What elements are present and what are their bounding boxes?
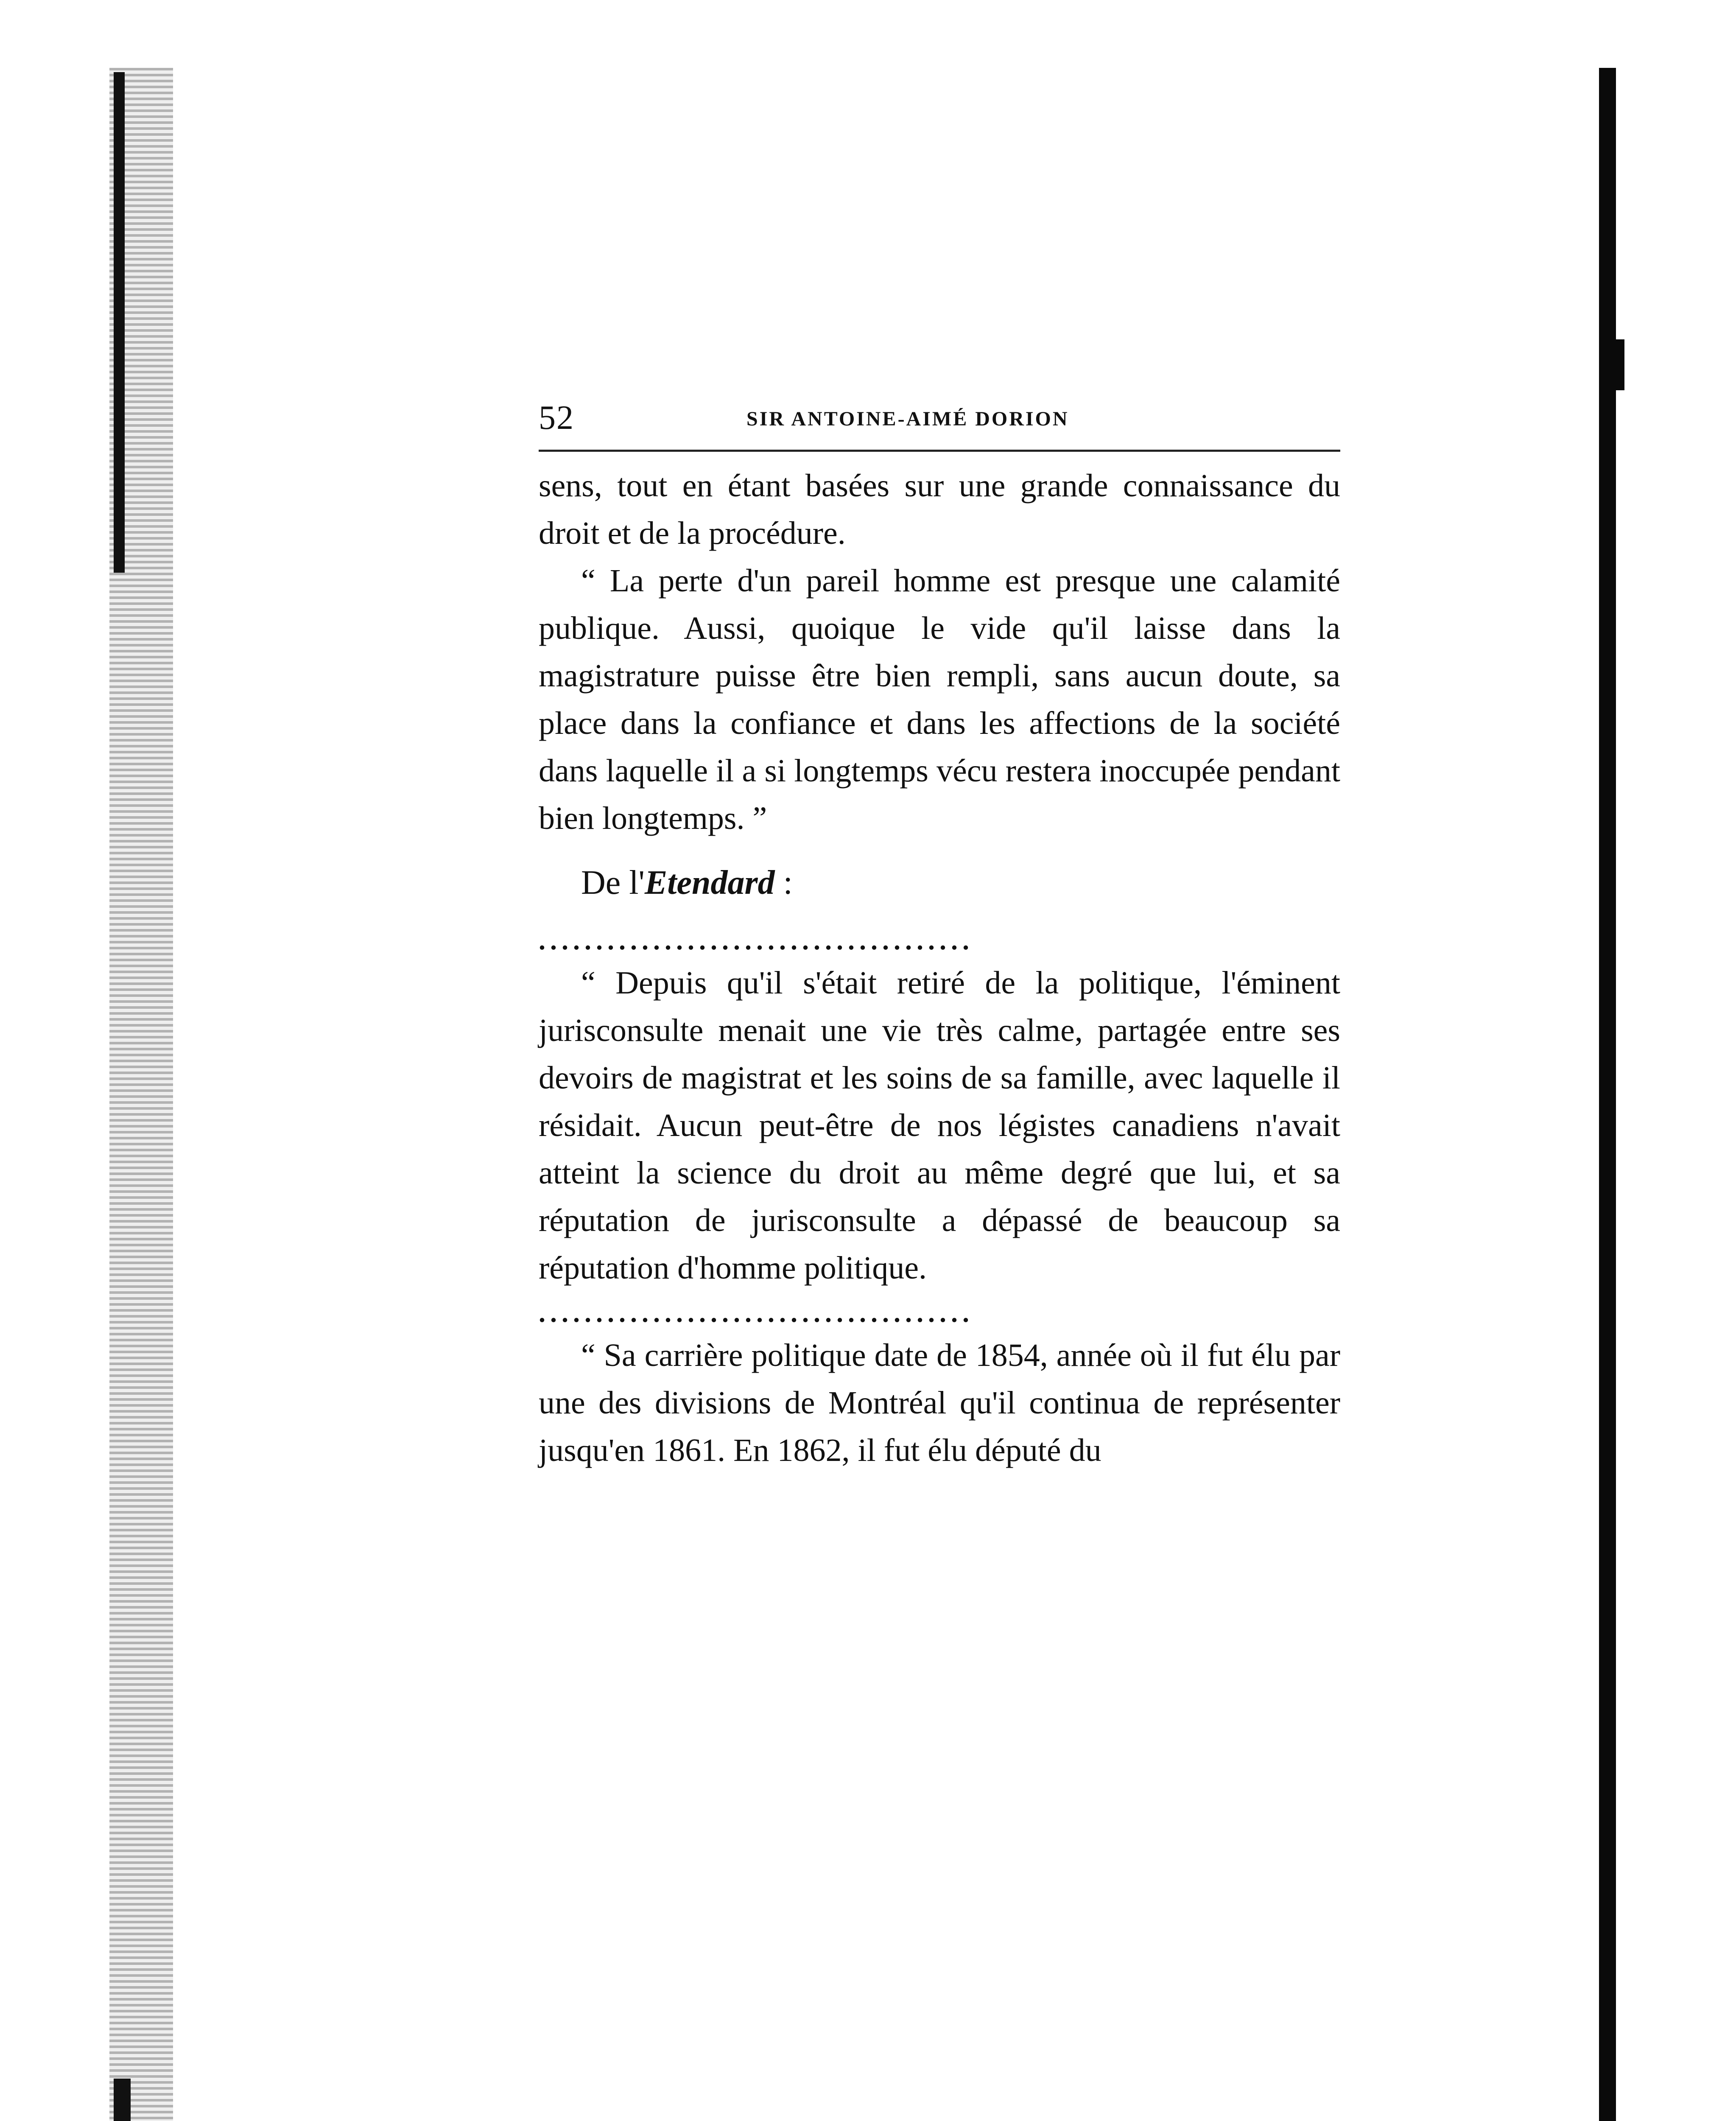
quote-paragraph: “ Sa carrière politique date de 1854, année où il fut élu par une des divisions de Montréal qu'il continua de représenter jusqu'en 1861. En 1862, il fut élu député du [539,1338,1340,1468]
source-name: Etendard [644,864,775,901]
scan-edge-left-top [114,72,125,573]
ellipsis-separator: ...................................... [539,925,974,955]
paragraph-continuation: sens, tout en étant basées sur une grande connaissance du droit et de la procédure. [539,468,1340,551]
header-rule [539,450,1340,452]
source-heading [581,859,1340,907]
scan-edge-right-mark [1612,339,1624,390]
page-number: 52 [539,399,574,437]
source-prefix: De l' [581,864,645,901]
ellipsis-separator: ...................................... [539,1298,974,1328]
paragraph-quote: “ La perte d'un pareil homme est presque une calamité publique. Aussi, quoique le vide qu'il laisse dans la magistrature puisse être bien rempli, sans aucun doute, sa place dans la confiance et dans les affections de la société dans laquelle il a si longtemps vécu restera inoccupée pendant bien longtemps. ” [539,563,1340,836]
quote-paragraph: “ Depuis qu'il s'était retiré de la politique, l'éminent jurisconsulte menait une vie très calme, partagée entre ses devoirs de magistrat et les soins de sa famille, avec laquelle il résidait. Aucun peut-être de nos légistes canadiens n'avait atteint la science du droit au même degré que lui, et sa réputation de jurisconsulte a dépassé de beaucoup sa réputation d'homme politique. [539,965,1340,1286]
running-title: SIR ANTOINE-AIMÉ DORION [746,408,1069,430]
source-suffix: : [774,864,793,901]
scan-edge-left-bottom [114,2079,131,2121]
book-page [539,399,1340,1474]
running-head [539,399,1340,450]
